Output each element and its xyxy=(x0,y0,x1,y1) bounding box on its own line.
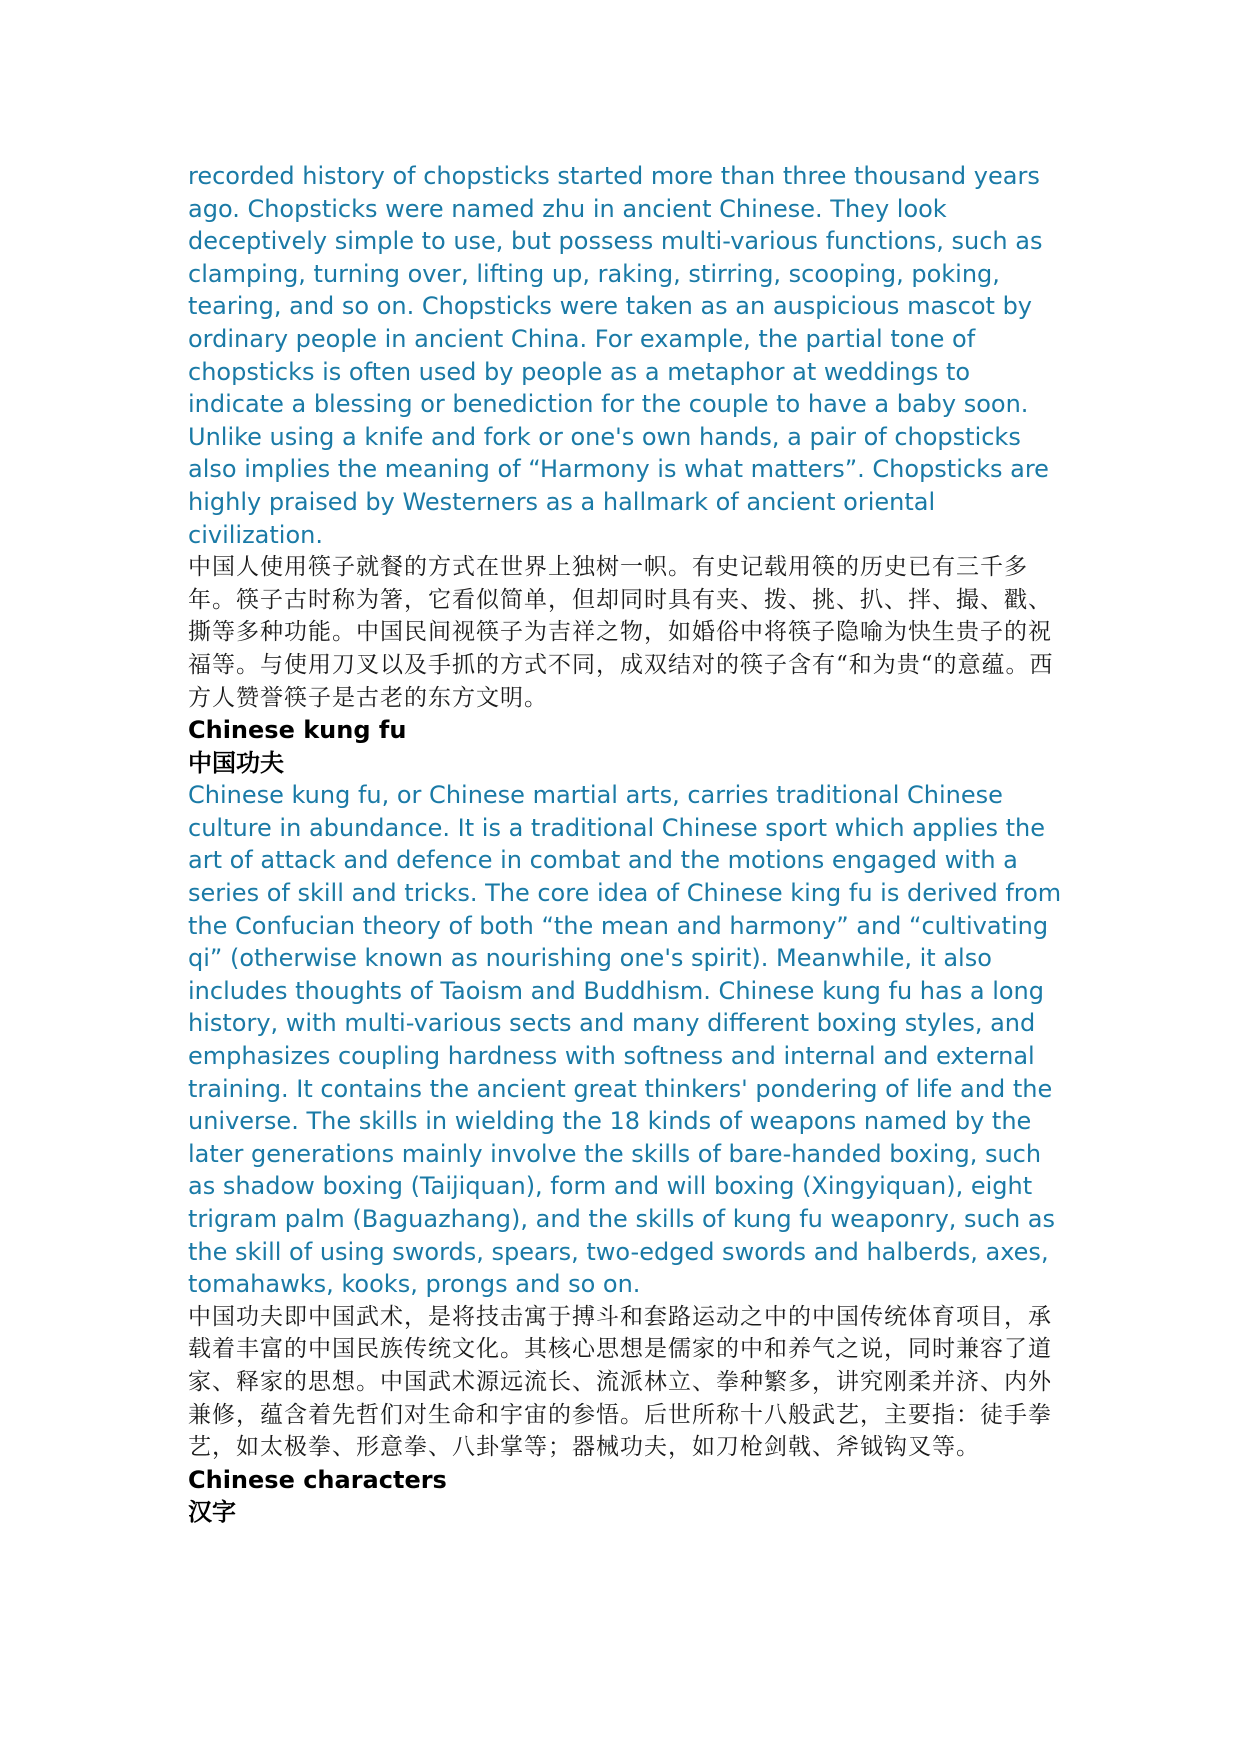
kungfu-english-paragraph: Chinese kung fu, or Chinese martial arts, carries traditional Chinese culture in abundance. It is a traditional Chinese sport which applies the art of attack and defence in combat and the motions engaged with a series of skill and tricks. The core idea of Chinese king fu is derived from the Confucian theory of both “the mean and harmony” and “cultivating qi” (otherwise known as nourishing one's spirit). Meanwhile, it also includes thoughts of Taoism and Buddhism. Chinese kung fu has a long history, with multi-various sects and many different boxing styles, and emphasizes coupling hardness with softness and internal and external training. It contains the ancient great thinkers' pondering of life and the universe. The skills in wielding the 18 kinds of weapons named by the later generations mainly involve the skills of bare-handed boxing, such as shadow boxing (Taijiquan), form and will boxing (Xingyiquan), eight trigram palm (Baguazhang), and the skills of kung fu weaponry, such as the skill of using swords, spears, two-edged swords and halberds, axes, tomahawks, kooks, prongs and so on. xyxy=(188,781,1062,1299)
characters-heading-english: Chinese characters xyxy=(188,1465,447,1494)
chopsticks-chinese-paragraph: 中国人使用筷子就餐的方式在世界上独树一帜。有史记载用筷的历史已有三千多年。筷子古时称为箸，它看似简单，但却同时具有夹、拨、挑、扒、拌、撮、戳、撕等多种功能。中国民间视筷子为吉祥之物，如婚俗中将筷子隐喻为快生贵子的祝福等。与使用刀叉以及手抓的方式不同，成双结对的筷子含有“和为贵“的意蕴。西方人赞誉筷子是古老的东方文明。 xyxy=(188,554,1054,711)
characters-heading-chinese: 汉字 xyxy=(188,1498,236,1527)
kungfu-heading-chinese: 中国功夫 xyxy=(188,748,284,777)
document-page xyxy=(188,160,1068,1529)
chopsticks-english-paragraph: recorded history of chopsticks started more than three thousand years ago. Chopsticks were named zhu in ancient Chinese. They look deceptively simple to use, but possess multi-various functions, such as clamping, turning over, lifting up, raking, stirring, scooping, poking, tearing, and so on. Chopsticks were taken as an auspicious mascot by ordinary people in ancient China. For example, the partial tone of chopsticks is often used by people as a metaphor at weddings to indicate a blessing or benediction for the couple to have a baby soon. Unlike using a knife and fork or one's own hands, a pair of chopsticks also implies the meaning of “Harmony is what matters”. Chopsticks are highly praised by Westerners as a hallmark of ancient oriental civilization. xyxy=(188,162,1049,549)
kungfu-chinese-paragraph: 中国功夫即中国武术，是将技击寓于搏斗和套路运动之中的中国传统体育项目，承载着丰富的中国民族传统文化。其核心思想是儒家的中和养气之说，同时兼容了道家、释家的思想。中国武术源远流长、流派林立、拳种繁多，讲究刚柔并济、内外兼修，蕴含着先哲们对生命和宇宙的参悟。后世所称十八般武艺，主要指：徒手拳艺，如太极拳、形意拳、八卦掌等；器械功夫，如刀枪剑戟、斧钺钩叉等。 xyxy=(188,1303,1052,1461)
kungfu-heading-english: Chinese kung fu xyxy=(188,716,407,745)
